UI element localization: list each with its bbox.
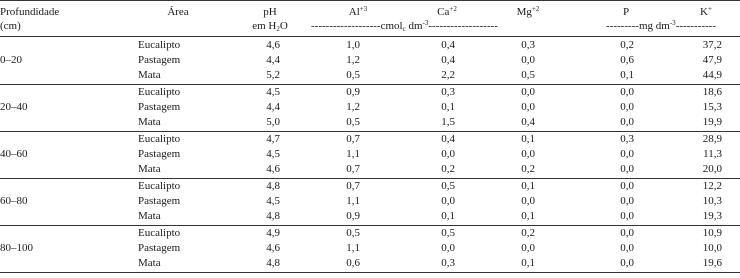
- cell-mg: 0,1: [521, 210, 535, 222]
- header-rule: [0, 36, 740, 37]
- cell-al: 0,5: [346, 227, 360, 239]
- cell-ph: 5,2: [266, 69, 280, 81]
- cell-ph: 4,6: [266, 242, 280, 254]
- cell-ph: 4,5: [266, 148, 280, 160]
- cell-k: 44,9: [702, 69, 722, 81]
- cell-depth: 80–100: [0, 242, 33, 254]
- cell-ca: 0,1: [441, 101, 455, 113]
- header-depth: Profundidade: [0, 6, 60, 18]
- cell-area: Pastagem: [138, 242, 181, 254]
- cell-ca: 1,5: [441, 116, 455, 128]
- cell-ca: 0,5: [441, 227, 455, 239]
- cell-k: 20,0: [702, 163, 722, 175]
- cell-depth: 0–20: [0, 54, 22, 66]
- cell-ph: 4,8: [266, 257, 280, 269]
- cell-k: 18,6: [702, 86, 722, 98]
- cell-al: 0,5: [346, 116, 360, 128]
- cell-al: 1,1: [346, 148, 360, 160]
- cell-area: Pastagem: [138, 101, 181, 113]
- cell-k: 10,3: [702, 195, 722, 207]
- cell-p: 0,2: [620, 39, 634, 51]
- cell-area: Mata: [138, 116, 161, 128]
- cell-al: 0,6: [346, 257, 360, 269]
- cell-mg: 0,0: [521, 195, 535, 207]
- cell-al: 0,7: [346, 163, 360, 175]
- cell-k: 19,9: [702, 116, 722, 128]
- cell-k: 15,3: [702, 101, 722, 113]
- cell-depth: 60–80: [0, 195, 28, 207]
- cell-k: 12,2: [702, 180, 722, 192]
- header-depth-unit: (cm): [0, 20, 21, 32]
- header-ph-unit: em $H_2O$: [252, 20, 288, 33]
- cell-area: Pastagem: [138, 195, 181, 207]
- cell-ca: 0,4: [441, 133, 455, 145]
- cell-ca: 0,3: [441, 86, 455, 98]
- cell-k: 10,9: [702, 227, 722, 239]
- cell-mg: 0,2: [521, 163, 535, 175]
- cell-p: 0,0: [620, 195, 634, 207]
- cell-area: Mata: [138, 210, 161, 222]
- cell-ph: 4,6: [266, 39, 280, 51]
- cell-ca: 0,0: [441, 242, 455, 254]
- group-rule: [0, 84, 740, 85]
- cell-depth: 40–60: [0, 148, 28, 160]
- top-rule: [0, 0, 740, 1]
- header-ph: pH: [263, 6, 277, 18]
- header-mg-unit: ---------mg $dm^{-3}-----------$: [606, 19, 716, 32]
- cell-mg: 0,1: [521, 180, 535, 192]
- header-k: K+: [700, 5, 712, 18]
- cell-mg: 0,0: [521, 148, 535, 160]
- group-rule: [0, 272, 740, 273]
- cell-ca: 0,5: [441, 180, 455, 192]
- cell-area: Mata: [138, 69, 161, 81]
- cell-mg: 0,0: [521, 242, 535, 254]
- cell-ph: 4,8: [266, 180, 280, 192]
- cell-ca: 0,4: [441, 39, 455, 51]
- cell-ph: 4,4: [266, 54, 280, 66]
- cell-area: Eucalipto: [138, 227, 181, 239]
- cell-area: Pastagem: [138, 54, 181, 66]
- header-ca: $Ca^{+2}$: [437, 5, 457, 18]
- cell-p: 0,6: [620, 54, 634, 66]
- cell-k: 37,2: [702, 39, 722, 51]
- cell-mg: 0,0: [521, 86, 535, 98]
- cell-p: 0,1: [620, 69, 634, 81]
- group-rule: [0, 225, 740, 226]
- cell-area: Pastagem: [138, 148, 181, 160]
- cell-al: 1,1: [346, 242, 360, 254]
- cell-ph: 4,8: [266, 210, 280, 222]
- cell-mg: 0,1: [521, 133, 535, 145]
- cell-p: 0,0: [620, 210, 634, 222]
- cell-ph: 4,6: [266, 163, 280, 175]
- cell-mg: 0,3: [521, 39, 535, 51]
- group-rule: [0, 131, 740, 132]
- cell-mg: 0,4: [521, 116, 535, 128]
- cell-ca: 0,0: [441, 148, 455, 160]
- cell-ph: 4,5: [266, 195, 280, 207]
- cell-ca: 0,0: [441, 195, 455, 207]
- cell-ca: 0,4: [441, 54, 455, 66]
- cell-k: 11,3: [703, 148, 722, 160]
- cell-p: 0,0: [620, 180, 634, 192]
- cell-al: 1,1: [346, 195, 360, 207]
- cell-p: 0,0: [620, 242, 634, 254]
- cell-al: 0,5: [346, 69, 360, 81]
- cell-ca: 0,1: [441, 210, 455, 222]
- cell-mg: 0,2: [521, 227, 535, 239]
- cell-al: 0,7: [346, 133, 360, 145]
- cell-mg: 0,5: [521, 69, 535, 81]
- cell-k: 28,9: [702, 133, 722, 145]
- cell-k: 19,3: [702, 210, 722, 222]
- cell-area: Mata: [138, 257, 161, 269]
- cell-area: Mata: [138, 163, 161, 175]
- cell-k: 47,9: [702, 54, 722, 66]
- cell-ca: 0,3: [441, 257, 455, 269]
- cell-area: Eucalipto: [138, 86, 181, 98]
- cell-p: 0,0: [620, 148, 634, 160]
- cell-mg: 0,0: [521, 101, 535, 113]
- cell-al: 1,2: [346, 54, 360, 66]
- cell-area: Eucalipto: [138, 39, 181, 51]
- group-rule: [0, 178, 740, 179]
- cell-al: 0,7: [346, 180, 360, 192]
- cell-p: 0,0: [620, 227, 634, 239]
- header-cmol-unit: -------------------cmol$_c$ $dm^{-3}-------------------$: [311, 19, 498, 33]
- cell-al: 0,9: [346, 86, 360, 98]
- cell-ph: 5,0: [266, 116, 280, 128]
- cell-al: 1,2: [346, 101, 360, 113]
- cell-ca: 0,2: [441, 163, 455, 175]
- cell-area: Eucalipto: [138, 180, 181, 192]
- cell-p: 0,0: [620, 116, 634, 128]
- cell-k: 10,0: [702, 242, 722, 254]
- cell-al: 1,0: [346, 39, 360, 51]
- cell-ph: 4,9: [266, 227, 280, 239]
- cell-al: 0,9: [346, 210, 360, 222]
- cell-p: 0,0: [620, 101, 634, 113]
- header-al: $Al^{+3}$: [348, 5, 368, 18]
- cell-mg: 0,1: [521, 257, 535, 269]
- cell-ph: 4,5: [266, 86, 280, 98]
- header-p: P: [622, 6, 630, 18]
- cell-p: 0,0: [620, 163, 634, 175]
- cell-mg: 0,0: [521, 54, 535, 66]
- cell-p: 0,0: [620, 86, 634, 98]
- cell-depth: 20–40: [0, 101, 28, 113]
- cell-ca: 2,2: [441, 69, 455, 81]
- cell-p: 0,0: [620, 257, 634, 269]
- cell-k: 19,6: [702, 257, 722, 269]
- cell-p: 0,3: [620, 133, 634, 145]
- header-mg: $Mg^{+2}$: [516, 5, 540, 18]
- cell-ph: 4,7: [266, 133, 280, 145]
- header-area: Área: [167, 6, 189, 18]
- cell-ph: 4,4: [266, 101, 280, 113]
- cell-area: Eucalipto: [138, 133, 181, 145]
